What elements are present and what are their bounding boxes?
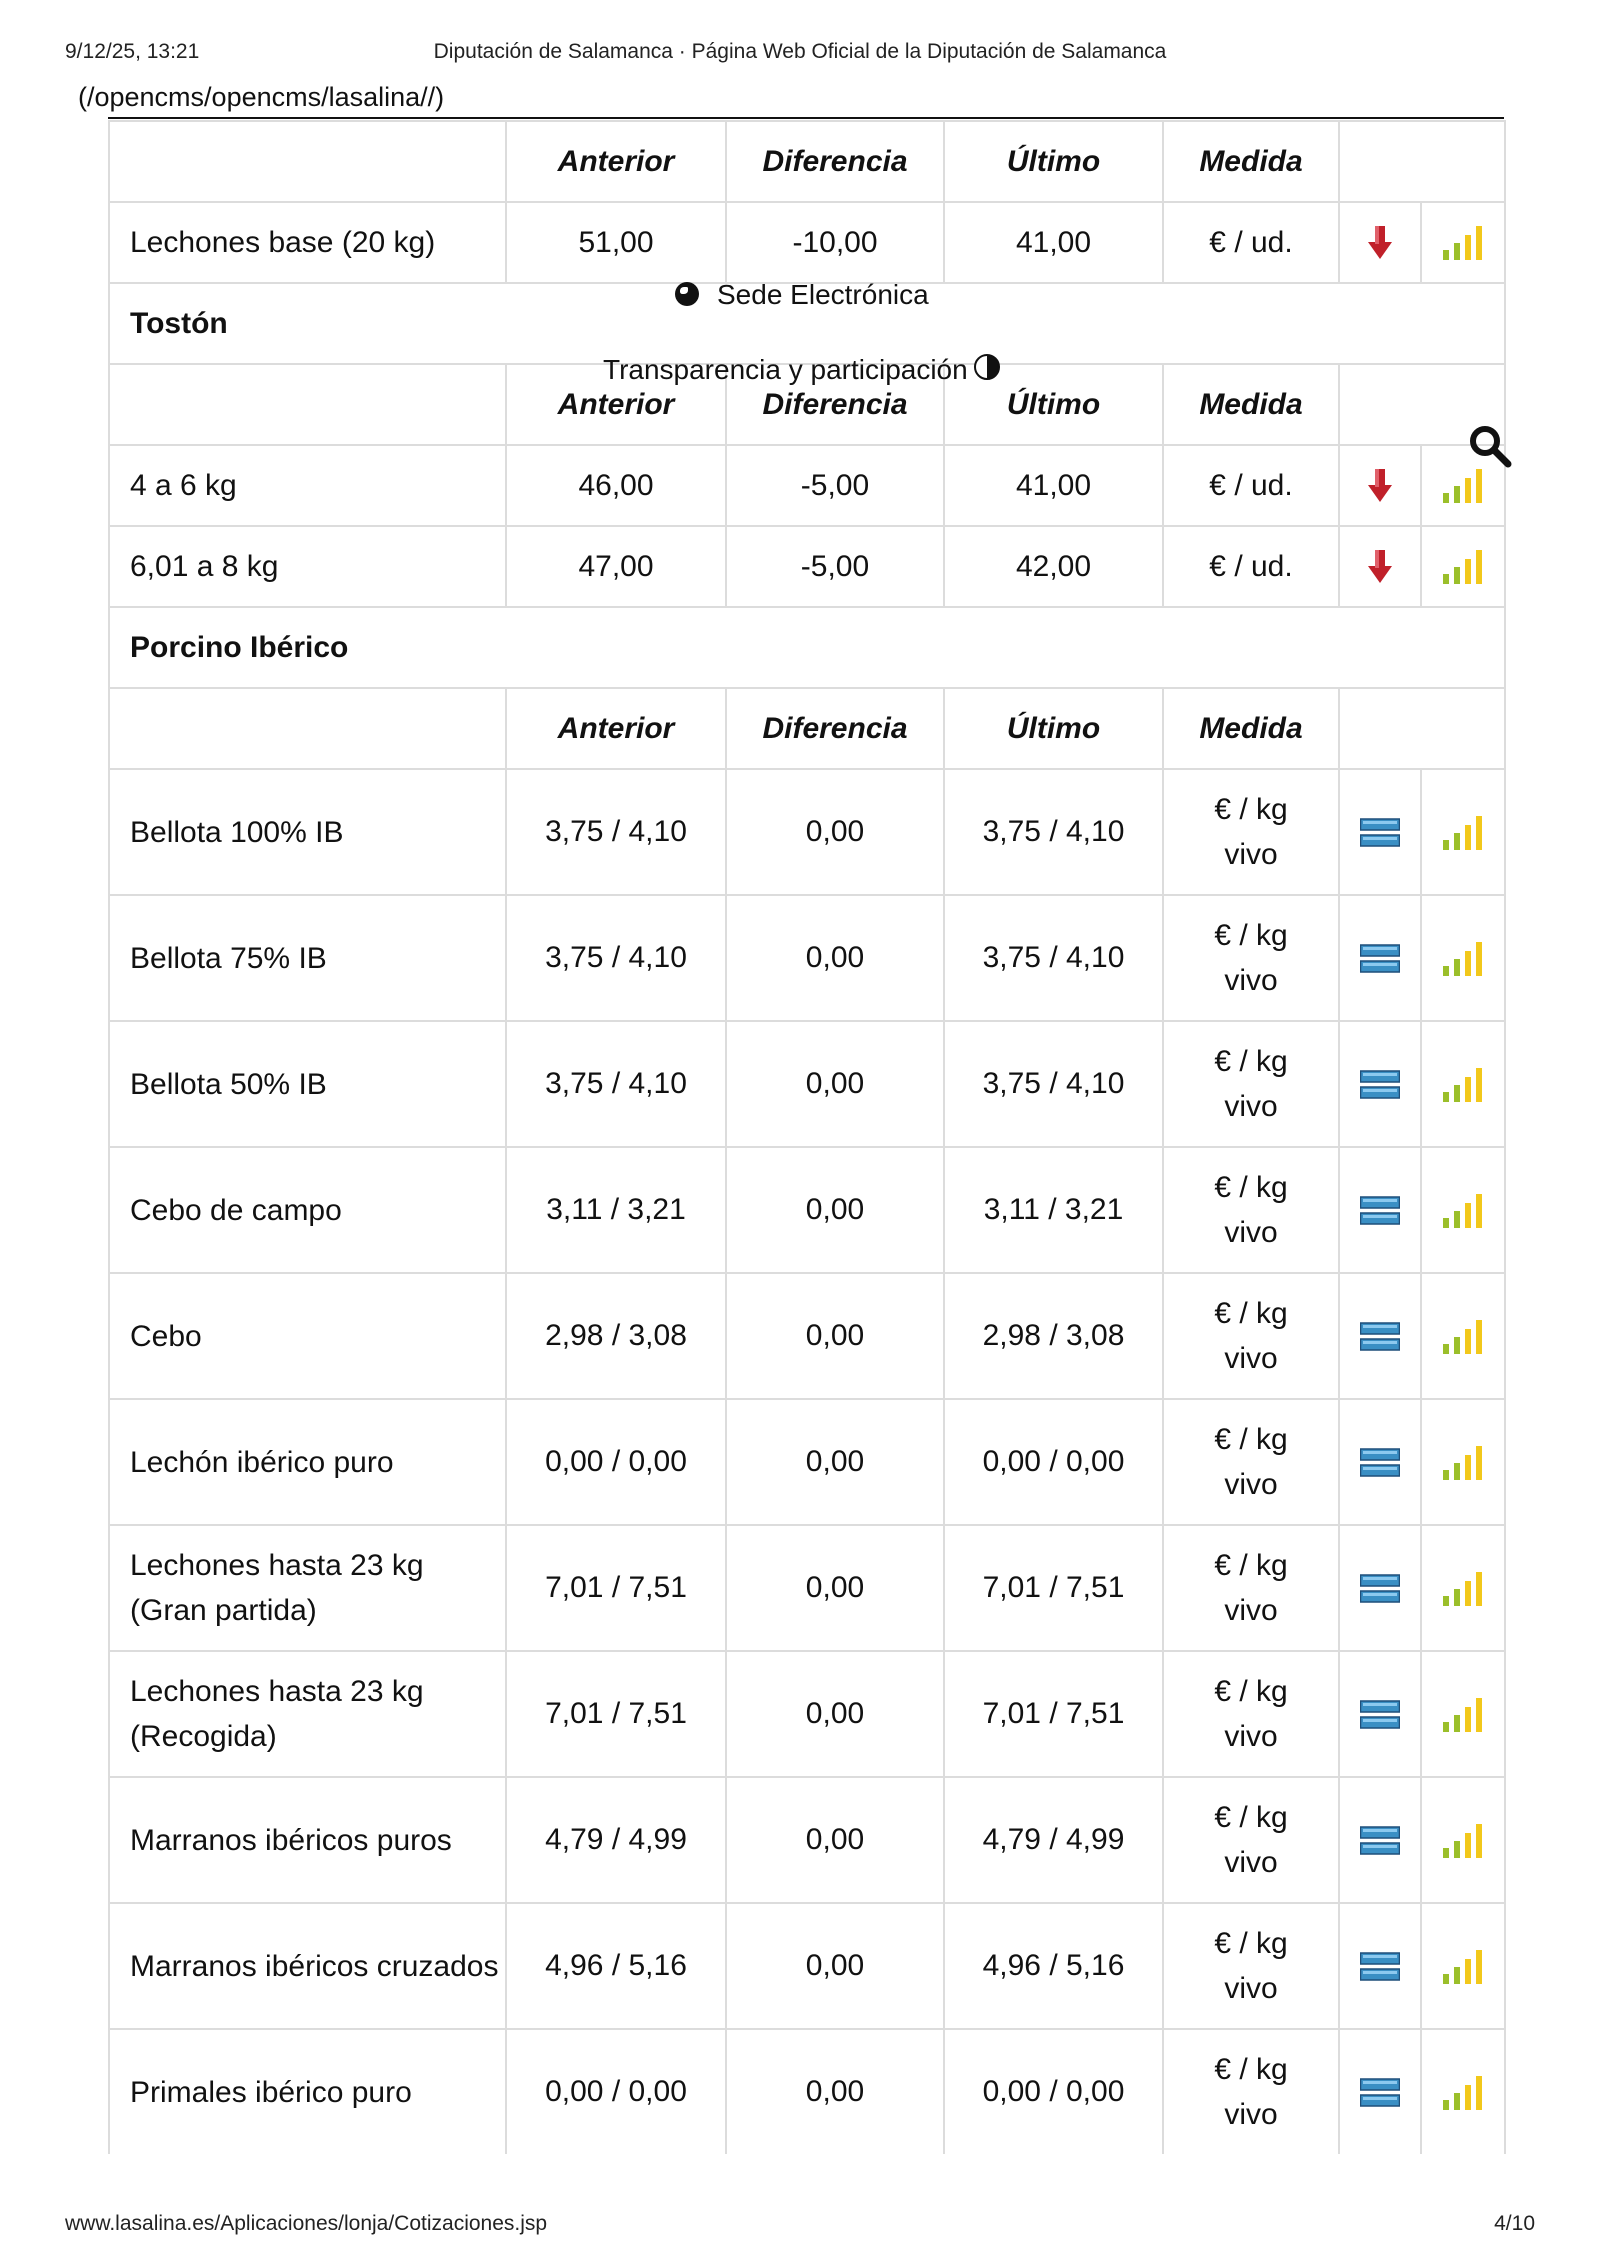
anterior-value: 3,75 / 4,10: [506, 1021, 726, 1147]
unit-line: vivo: [1224, 1594, 1278, 1627]
bar-chart-icon[interactable]: [1443, 1698, 1483, 1732]
diferencia-value: 0,00: [726, 1777, 944, 1903]
trend-cell: [1339, 2029, 1421, 2154]
diferencia-value: 0,00: [726, 1525, 944, 1651]
ultimo-value: 0,00 / 0,00: [944, 2029, 1163, 2154]
ultimo-value: 7,01 / 7,51: [944, 1525, 1163, 1651]
product-name: Primales ibérico puro: [109, 2029, 506, 2154]
product-name: Marranos ibéricos cruzados: [109, 1903, 506, 2029]
table-row: [109, 2029, 1505, 2154]
trend-cell: [1339, 1525, 1421, 1651]
product-name: Bellota 75% IB: [109, 895, 506, 1021]
trend-cell: [1339, 1021, 1421, 1147]
table-row: [109, 1651, 1505, 1777]
bar-chart-icon[interactable]: [1443, 1320, 1483, 1354]
anterior-value: 47,00: [506, 526, 726, 607]
medida-value: [1163, 1021, 1339, 1147]
header-anterior: Anterior: [506, 688, 726, 769]
ultimo-value: 3,75 / 4,10: [944, 769, 1163, 895]
table-row: [109, 526, 1505, 607]
unit-line: € / kg: [1214, 2053, 1288, 2086]
opencms-path-link[interactable]: (/opencms/opencms/lasalina//): [78, 82, 445, 112]
trend-cell: [1339, 1147, 1421, 1273]
diferencia-value: 0,00: [726, 1399, 944, 1525]
diferencia-value: 0,00: [726, 2029, 944, 2154]
chart-cell[interactable]: [1421, 1651, 1505, 1777]
bar-chart-icon[interactable]: [1443, 550, 1483, 584]
diferencia-value: 0,00: [726, 1903, 944, 2029]
sede-electronica-link[interactable]: [675, 279, 929, 311]
ultimo-value: 3,11 / 3,21: [944, 1147, 1163, 1273]
unit-line: vivo: [1224, 1090, 1278, 1123]
unit-line: € / kg: [1214, 793, 1288, 826]
anterior-value: 7,01 / 7,51: [506, 1651, 726, 1777]
diferencia-value: -10,00: [726, 202, 944, 283]
medida-value: [1163, 1273, 1339, 1399]
trend-cell: [1339, 202, 1421, 283]
product-name: 4 a 6 kg: [109, 445, 506, 526]
search-icon[interactable]: [1468, 424, 1512, 468]
header-anterior: Anterior: [506, 121, 726, 202]
chart-cell[interactable]: [1421, 1399, 1505, 1525]
header-diferencia: Diferencia: [726, 121, 944, 202]
table-row: [109, 1021, 1505, 1147]
diferencia-value: 0,00: [726, 1147, 944, 1273]
ultimo-value: 4,79 / 4,99: [944, 1777, 1163, 1903]
diferencia-value: 0,00: [726, 769, 944, 895]
unit-line: € / kg: [1214, 1171, 1288, 1204]
anterior-value: 4,79 / 4,99: [506, 1777, 726, 1903]
medida-value: [1163, 1903, 1339, 2029]
ultimo-value: 7,01 / 7,51: [944, 1651, 1163, 1777]
top-divider: [108, 117, 1504, 119]
table-row: [109, 1273, 1505, 1399]
anterior-value: 0,00 / 0,00: [506, 1399, 726, 1525]
chart-cell[interactable]: [1421, 1147, 1505, 1273]
print-header: [65, 40, 1535, 70]
chart-cell[interactable]: [1421, 1273, 1505, 1399]
chart-cell[interactable]: [1421, 1525, 1505, 1651]
down-arrow-icon: [1368, 550, 1392, 584]
product-name: Cebo de campo: [109, 1147, 506, 1273]
anterior-value: 51,00: [506, 202, 726, 283]
product-name: Bellota 50% IB: [109, 1021, 506, 1147]
header-medida: Medida: [1163, 121, 1339, 202]
anterior-value: 46,00: [506, 445, 726, 526]
unit-line: € / kg: [1214, 1045, 1288, 1078]
header-medida: Medida: [1163, 688, 1339, 769]
unit-line: € / kg: [1214, 1801, 1288, 1834]
trend-cell: [1339, 769, 1421, 895]
product-name: Marranos ibéricos puros: [109, 1777, 506, 1903]
no-change-icon: [1360, 1448, 1400, 1478]
no-change-icon: [1360, 1574, 1400, 1604]
diferencia-value: 0,00: [726, 1021, 944, 1147]
header-ultimo: Último: [944, 688, 1163, 769]
header-icons-cell: [1339, 121, 1505, 202]
unit-line: vivo: [1224, 964, 1278, 997]
product-name: Bellota 100% IB: [109, 769, 506, 895]
unit-line: € / kg: [1214, 1927, 1288, 1960]
table-row: [109, 1147, 1505, 1273]
no-change-icon: [1360, 1700, 1400, 1730]
medida-value: [1163, 1399, 1339, 1525]
no-change-icon: [1360, 1322, 1400, 1352]
header-ultimo: Último: [944, 364, 1163, 445]
chart-cell[interactable]: [1421, 769, 1505, 895]
trend-cell: [1339, 1903, 1421, 2029]
chart-cell[interactable]: [1421, 895, 1505, 1021]
unit-line: € / kg: [1214, 1675, 1288, 1708]
ultimo-value: 2,98 / 3,08: [944, 1273, 1163, 1399]
contrast-icon[interactable]: [974, 354, 1000, 380]
medida-value: € / ud.: [1163, 445, 1339, 526]
print-page-title: Diputación de Salamanca · Página Web Oficial de la Diputación de Salamanca: [433, 40, 1167, 63]
product-name: Lechones hasta 23 kg (Gran partida): [109, 1525, 506, 1651]
print-url: www.lasalina.es/Aplicaciones/lonja/Cotizaciones.jsp: [65, 2212, 548, 2235]
bar-chart-icon[interactable]: [1443, 1446, 1483, 1480]
trend-cell: [1339, 445, 1421, 526]
product-name: Lechones base (20 kg): [109, 202, 506, 283]
trend-cell: [1339, 1651, 1421, 1777]
globe-icon: [675, 282, 699, 306]
ultimo-value: 41,00: [944, 445, 1163, 526]
product-name: Lechón ibérico puro: [109, 1399, 506, 1525]
medida-value: € / ud.: [1163, 526, 1339, 607]
bar-chart-icon[interactable]: [1443, 1824, 1483, 1858]
bar-chart-icon[interactable]: [1443, 1194, 1483, 1228]
bar-chart-icon[interactable]: [1443, 942, 1483, 976]
unit-line: vivo: [1224, 838, 1278, 871]
ultimo-value: 42,00: [944, 526, 1163, 607]
header-icons-cell: [1339, 688, 1505, 769]
unit-line: vivo: [1224, 1972, 1278, 2005]
table-row: [109, 895, 1505, 1021]
unit-line: € / kg: [1214, 1297, 1288, 1330]
section-title: Tostón: [109, 283, 1505, 364]
header-anterior: Anterior: [506, 364, 726, 445]
bar-chart-icon[interactable]: [1443, 2076, 1483, 2110]
medida-value: [1163, 1147, 1339, 1273]
chart-cell[interactable]: [1421, 2029, 1505, 2154]
table-row: [109, 1903, 1505, 2029]
ultimo-value: 41,00: [944, 202, 1163, 283]
medida-value: [1163, 1651, 1339, 1777]
table-row: [109, 1777, 1505, 1903]
header-medida: Medida: [1163, 364, 1339, 445]
product-name: Cebo: [109, 1273, 506, 1399]
anterior-value: 0,00 / 0,00: [506, 2029, 726, 2154]
chart-cell[interactable]: [1421, 1021, 1505, 1147]
table-header-row: [109, 688, 1505, 769]
unit-line: € / kg: [1214, 1423, 1288, 1456]
chart-cell[interactable]: [1421, 202, 1505, 283]
table-header-row: [109, 121, 1505, 202]
diferencia-value: -5,00: [726, 445, 944, 526]
no-change-icon: [1360, 944, 1400, 974]
anterior-value: 3,11 / 3,21: [506, 1147, 726, 1273]
medida-value: [1163, 769, 1339, 895]
no-change-icon: [1360, 1070, 1400, 1100]
bar-chart-icon[interactable]: [1443, 816, 1483, 850]
unit-line: vivo: [1224, 1720, 1278, 1753]
trend-cell: [1339, 1777, 1421, 1903]
anterior-value: 7,01 / 7,51: [506, 1525, 726, 1651]
medida-value: [1163, 1525, 1339, 1651]
chart-cell[interactable]: [1421, 1903, 1505, 2029]
medida-value: [1163, 895, 1339, 1021]
unit-line: vivo: [1224, 1468, 1278, 1501]
bar-chart-icon[interactable]: [1443, 226, 1483, 260]
header-diferencia: Diferencia: [726, 364, 944, 445]
anterior-value: 3,75 / 4,10: [506, 769, 726, 895]
product-name: 6,01 a 8 kg: [109, 526, 506, 607]
print-datetime: 9/12/25, 13:21: [65, 40, 200, 63]
product-name: Lechones hasta 23 kg (Recogida): [109, 1651, 506, 1777]
medida-value: € / ud.: [1163, 202, 1339, 283]
table-row: [109, 769, 1505, 895]
bar-chart-icon[interactable]: [1443, 1572, 1483, 1606]
unit-line: vivo: [1224, 1342, 1278, 1375]
print-footer: [65, 2212, 1535, 2242]
prices-table: [108, 120, 1506, 2154]
bar-chart-icon[interactable]: [1443, 1950, 1483, 1984]
medida-value: [1163, 2029, 1339, 2154]
ultimo-value: 3,75 / 4,10: [944, 1021, 1163, 1147]
trend-cell: [1339, 1273, 1421, 1399]
iberico-rows: [109, 769, 1505, 2154]
diferencia-value: 0,00: [726, 1273, 944, 1399]
ultimo-value: 3,75 / 4,10: [944, 895, 1163, 1021]
header-diferencia: Diferencia: [726, 688, 944, 769]
no-change-icon: [1360, 1826, 1400, 1856]
diferencia-value: 0,00: [726, 895, 944, 1021]
no-change-icon: [1360, 1196, 1400, 1226]
page-number: 4/10: [1494, 2212, 1535, 2235]
diferencia-value: 0,00: [726, 1651, 944, 1777]
transparencia-label: Transparencia y participación: [603, 354, 968, 385]
trend-cell: [1339, 895, 1421, 1021]
medida-value: [1163, 1777, 1339, 1903]
anterior-value: 4,96 / 5,16: [506, 1903, 726, 2029]
section-row-iberico: [109, 607, 1505, 688]
ultimo-value: 4,96 / 5,16: [944, 1903, 1163, 2029]
transparencia-link[interactable]: [603, 354, 1000, 386]
diferencia-value: -5,00: [726, 526, 944, 607]
header-ultimo: Último: [944, 121, 1163, 202]
down-arrow-icon: [1368, 469, 1392, 503]
unit-line: vivo: [1224, 1846, 1278, 1879]
no-change-icon: [1360, 2078, 1400, 2108]
header-empty-cell: [109, 688, 506, 769]
trend-cell: [1339, 1399, 1421, 1525]
header-empty-cell: [109, 364, 506, 445]
unit-line: vivo: [1224, 2098, 1278, 2131]
bar-chart-icon[interactable]: [1443, 1068, 1483, 1102]
chart-cell[interactable]: [1421, 1777, 1505, 1903]
section-title: Porcino Ibérico: [109, 607, 1505, 688]
no-change-icon: [1360, 1952, 1400, 1982]
trend-cell: [1339, 526, 1421, 607]
table-row: [109, 1525, 1505, 1651]
header-empty-cell: [109, 121, 506, 202]
anterior-value: 2,98 / 3,08: [506, 1273, 726, 1399]
table-row: [109, 202, 1505, 283]
bar-chart-icon[interactable]: [1443, 469, 1483, 503]
unit-line: € / kg: [1214, 1549, 1288, 1582]
no-change-icon: [1360, 818, 1400, 848]
chart-cell[interactable]: [1421, 526, 1505, 607]
unit-line: € / kg: [1214, 919, 1288, 952]
anterior-value: 3,75 / 4,10: [506, 895, 726, 1021]
table-row: [109, 445, 1505, 526]
ultimo-value: 0,00 / 0,00: [944, 1399, 1163, 1525]
sede-label: Sede Electrónica: [717, 279, 929, 310]
unit-line: vivo: [1224, 1216, 1278, 1249]
down-arrow-icon: [1368, 226, 1392, 260]
table-row: [109, 1399, 1505, 1525]
